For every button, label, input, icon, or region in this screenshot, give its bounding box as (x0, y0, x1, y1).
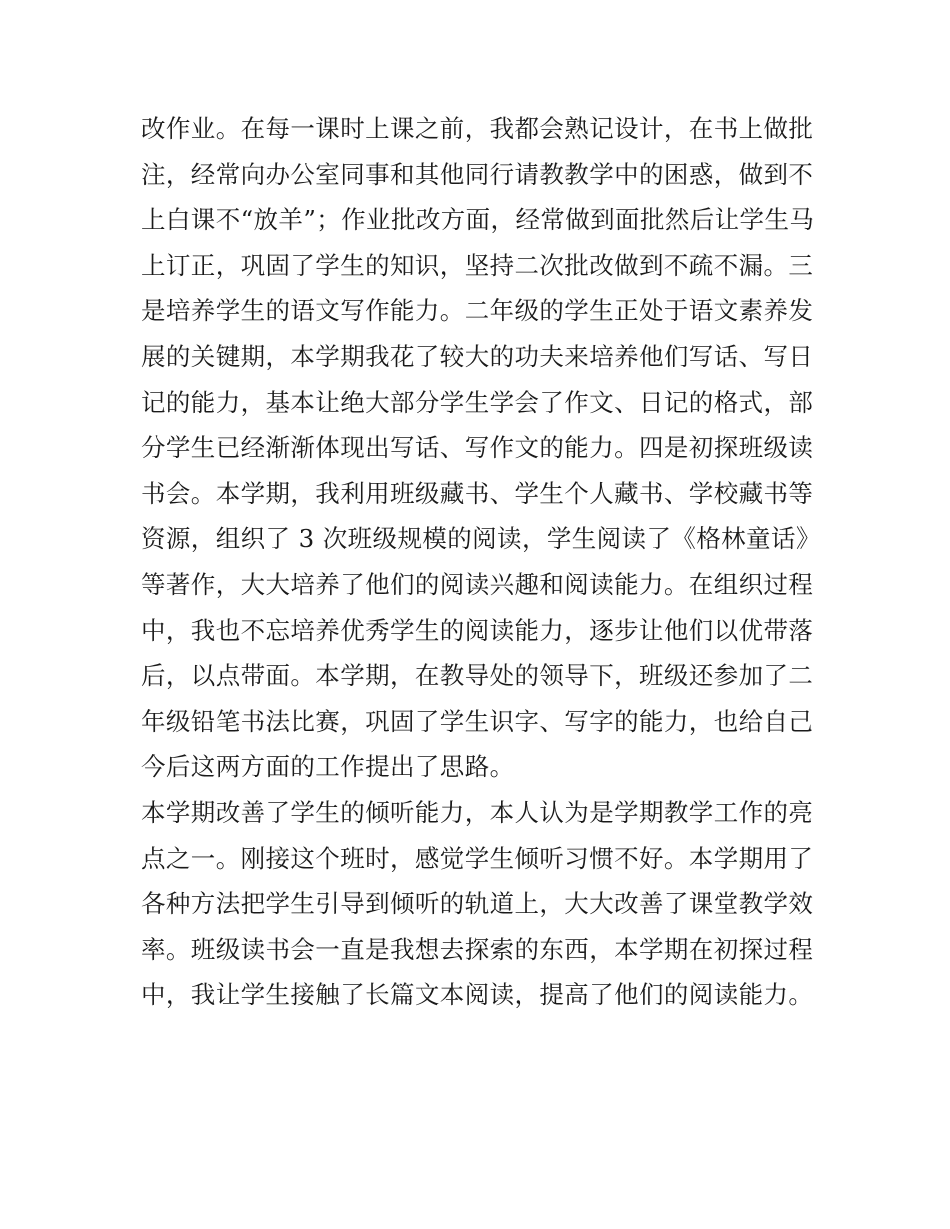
text-line: 资源，组织了 3 次班级规模的阅读，学生阅读了《格林童话》 (141, 524, 821, 554)
text-line: 改作业。在每一课时上课之前，我都会熟记设计，在书上做批 (141, 114, 814, 143)
text-line: 率。班级读书会一直是我想去探索的东西，本学期在初探过程 (141, 934, 814, 964)
text-line: 今后这两方面的工作提出了思路。 (141, 752, 515, 782)
text-line: 上订正，巩固了学生的知识，坚持二次批改做到不疏不漏。三 (141, 250, 814, 280)
text-line: 分学生已经渐渐体现出写话、写作文的能力。四是初探班级读 (141, 433, 814, 463)
paragraph-2 (141, 790, 814, 1018)
text-line: 点之一。刚接这个班时，感觉学生倾听习惯不好。本学期用了 (141, 843, 814, 873)
text-line: 是培养学生的语文写作能力。二年级的学生正处于语文素养发 (141, 296, 814, 326)
text-line: 各种方法把学生引导到倾听的轨道上，大大改善了课堂教学效 (141, 889, 814, 919)
text-line: 书会。本学期，我利用班级藏书、学生个人藏书、学校藏书等 (141, 478, 814, 508)
text-line: 等著作，大大培养了他们的阅读兴趣和阅读能力。在组织过程 (141, 569, 814, 599)
text-line: 注，经常向办公室同事和其他同行请教教学中的困惑，做到不 (141, 159, 814, 189)
text-line: 中，我也不忘培养优秀学生的阅读能力，逐步让他们以优带落 (141, 615, 814, 645)
document-body (141, 106, 821, 1018)
text-line: 上白课不“放羊”；作业批改方面，经常做到面批然后让学生马 (141, 205, 815, 235)
paragraph-1 (141, 106, 821, 790)
text-line: 中，我让学生接触了长篇文本阅读，提高了他们的阅读能力。 (141, 980, 814, 1010)
text-line: 展的关键期，本学期我花了较大的功夫来培养他们写话、写日 (141, 341, 814, 371)
text-line: 本学期改善了学生的倾听能力，本人认为是学期教学工作的亮 (141, 797, 814, 827)
text-line: 记的能力，基本让绝大部分学生学会了作文、日记的格式，部 (141, 387, 814, 417)
text-line: 后，以点带面。本学期，在教导处的领导下，班级还参加了二 (141, 661, 814, 691)
text-line: 年级铅笔书法比赛，巩固了学生识字、写字的能力，也给自己 (141, 706, 814, 736)
